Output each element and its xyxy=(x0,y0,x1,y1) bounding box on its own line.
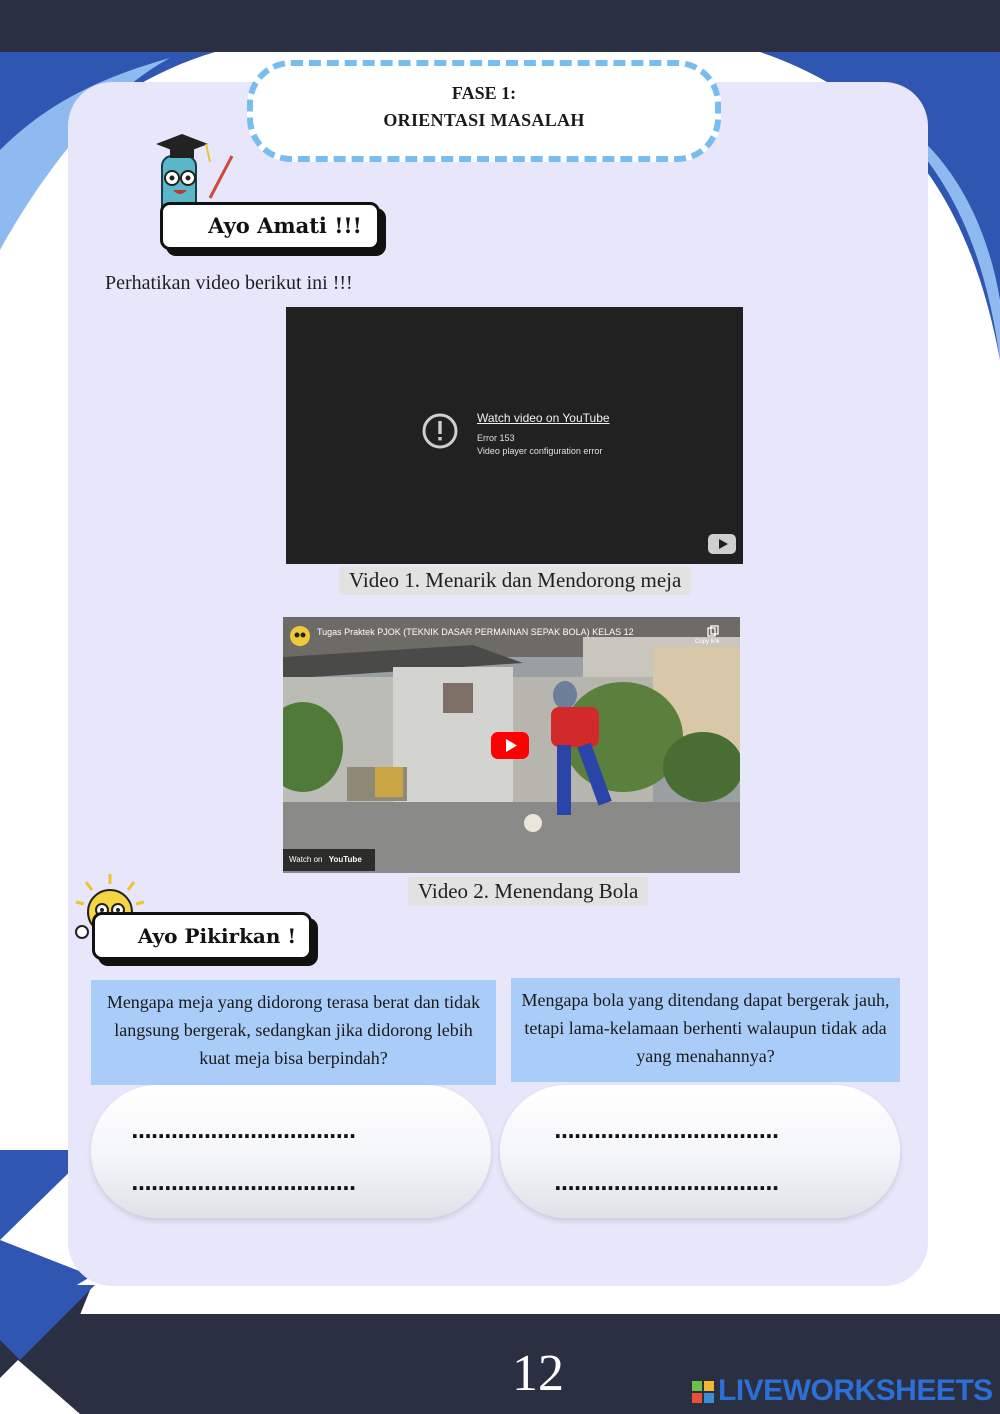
phase-title: FASE 1: xyxy=(451,83,517,103)
liveworksheets-icon xyxy=(692,1381,714,1403)
intro-text: Perhatikan video berikut ini !!! xyxy=(105,272,353,294)
ayo-amati-tag: Ayo Amati !!! xyxy=(160,202,380,250)
video-1-caption: Video 1. Menarik dan Mendorong meja xyxy=(339,566,691,595)
brand-name: LIVEWORKSHEETS xyxy=(718,1374,993,1407)
error-message: Video player configuration error xyxy=(477,446,603,456)
ayo-pikirkan-tag: Ayo Pikirkan ! xyxy=(92,912,312,960)
youtube-icon[interactable] xyxy=(708,534,736,554)
question-2: Mengapa bola yang ditendang dapat bergerak jauh, tetapi lama-kelamaan berhenti walaupun tidak ada yang menahannya? xyxy=(511,978,900,1082)
copy-icon[interactable] xyxy=(707,625,719,637)
watch-on-youtube-link[interactable]: Watch video on YouTube xyxy=(477,411,610,425)
play-button-icon[interactable] xyxy=(491,732,529,759)
answer-field-1[interactable] xyxy=(91,1085,491,1218)
page-number: 12 xyxy=(512,1345,564,1402)
video-2-title[interactable]: Tugas Praktek PJOK (TEKNIK DASAR PERMAINAN SEPAK BOLA) KELAS 12 xyxy=(317,627,634,637)
watch-on-label: Watch on xyxy=(289,855,323,864)
youtube-wordmark: YouTube xyxy=(328,855,362,864)
answer-2-line-1[interactable]: .................................. xyxy=(554,1119,779,1143)
error-icon xyxy=(422,413,458,449)
video-1-player[interactable] xyxy=(286,307,743,564)
answer-field-2[interactable] xyxy=(500,1085,900,1218)
phase-header xyxy=(247,60,721,162)
copy-link-label[interactable]: Copy link xyxy=(695,639,720,645)
answer-2-line-2[interactable]: .................................. xyxy=(554,1171,779,1195)
watch-on-youtube-badge[interactable] xyxy=(283,849,375,871)
video-2-player[interactable] xyxy=(283,617,740,873)
error-code: Error 153 xyxy=(477,433,515,443)
question-1: Mengapa meja yang didorong terasa berat dan tidak langsung bergerak, sedangkan jika didorong lebih kuat meja bisa berpindah? xyxy=(91,980,496,1085)
video-2-caption: Video 2. Menendang Bola xyxy=(408,877,648,906)
phase-subtitle: ORIENTASI MASALAH xyxy=(383,110,585,130)
liveworksheets-logo[interactable] xyxy=(692,1374,993,1408)
channel-avatar-icon[interactable] xyxy=(289,625,311,647)
answer-1-line-1[interactable]: .................................. xyxy=(131,1119,356,1143)
answer-1-line-2[interactable]: .................................. xyxy=(131,1171,356,1195)
